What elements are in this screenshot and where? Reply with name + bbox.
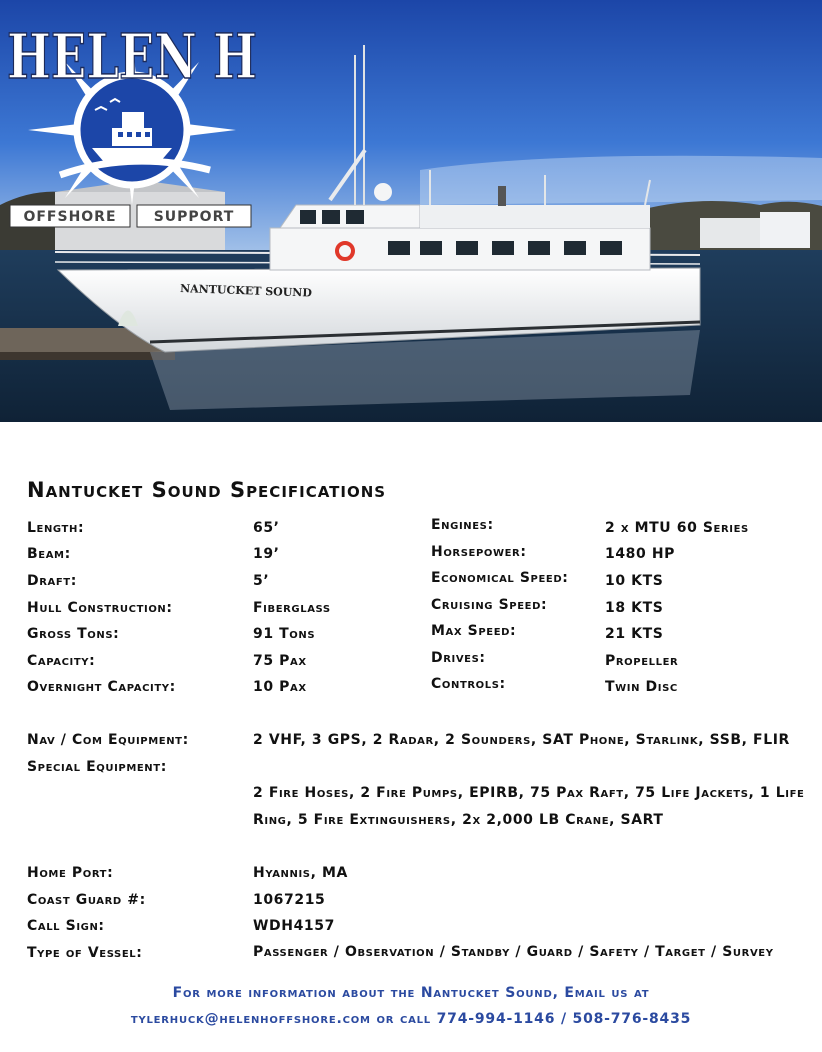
spec-label-draft: Draft: xyxy=(27,573,77,589)
hull-name-text: NANTUCKET SOUND xyxy=(179,282,313,300)
spec-label-length: Length: xyxy=(27,520,85,536)
call-sign-label: Call Sign: xyxy=(27,918,105,934)
spec-label-cruising: Cruising Speed: xyxy=(431,597,548,613)
spec-label-engines: Engines: xyxy=(431,517,494,533)
spec-value-capacity: 75 Pax xyxy=(253,653,307,669)
spec-value-draft: 5’ xyxy=(253,573,270,589)
spec-label-economical: Economical Speed: xyxy=(431,570,569,586)
home-port-label: Home Port: xyxy=(27,865,114,881)
special-equipment-value: 2 Fire Hoses, 2 Fire Pumps, EPIRB, 75 Pax Raft, 75 Life Jackets, 1 Life Ring, 5 Fire Extinguishers, 2x 2,000 LB Crane, SART xyxy=(253,785,805,828)
spec-value-overnight: 10 Pax xyxy=(253,679,307,695)
spec-label-controls: Controls: xyxy=(431,676,506,692)
nav-com-label: Nav / Com Equipment: xyxy=(27,732,189,748)
logo-tagline-right: SUPPORT xyxy=(153,209,235,225)
logo-tagline-left: OFFSHORE xyxy=(23,209,117,225)
logo-name-text: HELEN H xyxy=(7,20,257,93)
coast-guard-value: 1067215 xyxy=(253,892,326,908)
spec-value-gross-tons: 91 Tons xyxy=(253,626,316,642)
spec-label-horsepower: Horsepower: xyxy=(431,544,527,560)
spec-value-length: 65’ xyxy=(253,520,280,536)
call-sign-value: WDH4157 xyxy=(253,918,335,934)
spec-value-economical: 10 KTS xyxy=(605,573,664,589)
vessel-photo-illustration xyxy=(0,0,822,422)
home-port-value: Hyannis, MA xyxy=(253,865,348,881)
spec-label-beam: Beam: xyxy=(27,546,71,562)
spec-value-max-speed: 21 KTS xyxy=(605,626,664,642)
spec-value-drives: Propeller xyxy=(605,653,679,669)
coast-guard-label: Coast Guard #: xyxy=(27,892,146,908)
spec-label-capacity: Capacity: xyxy=(27,653,96,669)
spec-value-beam: 19’ xyxy=(253,546,280,562)
page-title: Nantucket Sound Specifications xyxy=(27,478,387,502)
spec-label-max-speed: Max Speed: xyxy=(431,623,517,639)
spec-value-controls: Twin Disc xyxy=(605,679,678,695)
spec-value-cruising: 18 KTS xyxy=(605,600,664,616)
spec-value-hull: Fiberglass xyxy=(253,600,331,616)
spec-value-engines: 2 x MTU 60 Series xyxy=(605,520,749,536)
spec-label-hull: Hull Construction: xyxy=(27,600,173,616)
footer-contact-link[interactable]: tylerhuck@helenhoffshore.com or call 774-994-1146 / 508-776-8435 xyxy=(130,1011,692,1027)
vessel-type-value: Passenger / Observation / Standby / Guard / Safety / Target / Survey xyxy=(253,944,774,960)
spec-value-horsepower: 1480 HP xyxy=(605,546,676,562)
spec-label-gross-tons: Gross Tons: xyxy=(27,626,120,642)
footer-line-1: For more information about the Nantucket Sound, Email us at xyxy=(172,985,650,1001)
vessel-photo xyxy=(0,0,822,422)
special-equipment-label: Special Equipment: xyxy=(27,759,167,775)
vessel-type-label: Type of Vessel: xyxy=(27,945,143,961)
spec-label-drives: Drives: xyxy=(431,650,486,666)
spec-label-overnight: Overnight Capacity: xyxy=(27,679,176,695)
nav-com-value: 2 VHF, 3 GPS, 2 Radar, 2 Sounders, SAT Phone, Starlink, SSB, FLIR xyxy=(253,732,790,748)
